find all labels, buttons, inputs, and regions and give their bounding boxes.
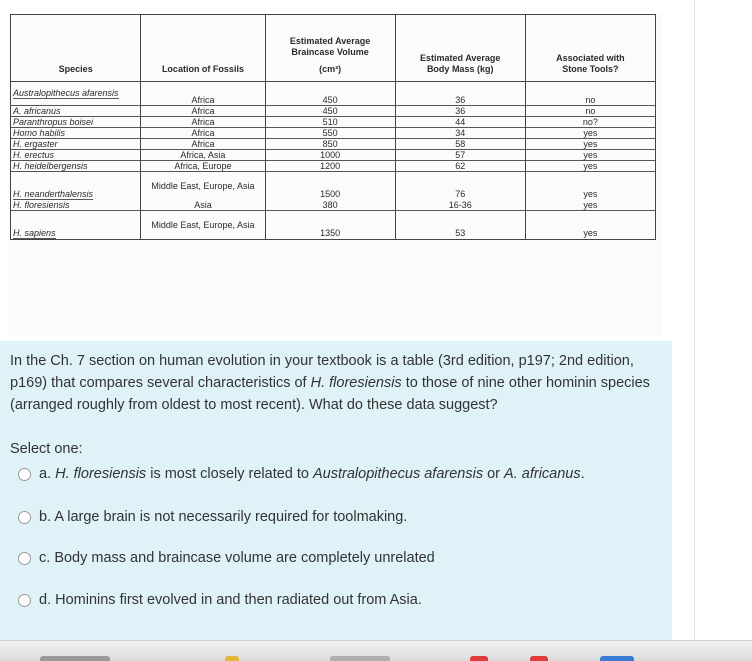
cell-location: Africa — [141, 128, 265, 139]
radio-d[interactable] — [18, 594, 31, 607]
header-tools-line2: Stone Tools? — [562, 64, 619, 74]
option-d[interactable] — [18, 589, 422, 611]
cell-mass: 57 — [395, 150, 525, 161]
cell-species: H. sapiens — [11, 211, 141, 240]
table-row — [11, 139, 656, 150]
question-text: In the Ch. 7 section on human evolution in your textbook is a table (3rd edition, p197; 2nd edition, p169) that compares several characteristics of H. floresiensis to those of nine other hominin species (arranged roughly from oldest to most recent). What do these data suggest? — [10, 353, 650, 413]
cell-mass: 53 — [395, 211, 525, 240]
cell-species: H. heidelbergensis — [11, 161, 141, 172]
cell-mass: 36 — [395, 82, 525, 106]
dock-app-icon[interactable] — [330, 656, 390, 661]
header-braincase — [265, 15, 395, 82]
table-row — [11, 161, 656, 172]
header-species: Species — [11, 15, 141, 82]
cell-tools: no — [525, 106, 655, 117]
radio-a[interactable] — [18, 468, 31, 481]
header-location: Location of Fossils — [141, 15, 265, 82]
cell-location: Africa — [141, 117, 265, 128]
option-b-text: b. A large brain is not necessarily required for toolmaking. — [39, 509, 408, 525]
dock-app-icon[interactable] — [470, 656, 488, 661]
cell-braincase: 1200 — [265, 161, 395, 172]
cell-braincase: 1350 — [265, 211, 395, 240]
option-b[interactable] — [18, 506, 407, 528]
header-stone-tools — [525, 15, 655, 82]
right-gutter — [694, 0, 752, 640]
cell-braincase: 510 — [265, 117, 395, 128]
cell-species: H. ergaster — [11, 139, 141, 150]
question-panel — [0, 341, 672, 640]
cell-species: H. neanderthalensis — [11, 172, 141, 201]
cell-braincase: 450 — [265, 82, 395, 106]
header-mass-line2: Body Mass (kg) — [426, 64, 494, 74]
dock-app-icon[interactable] — [530, 656, 548, 661]
species-comparison-table-image — [8, 14, 662, 336]
table-row — [11, 128, 656, 139]
cell-tools: yes — [525, 161, 655, 172]
dock-app-icon[interactable] — [40, 656, 110, 661]
cell-mass: 76 — [395, 172, 525, 201]
cell-tools: yes — [525, 150, 655, 161]
dock-app-icon[interactable] — [600, 656, 634, 661]
cell-braincase: 850 — [265, 139, 395, 150]
cell-location: Africa, Europe — [141, 161, 265, 172]
cell-location: Africa — [141, 82, 265, 106]
table-row — [11, 172, 656, 201]
cell-braincase: 550 — [265, 128, 395, 139]
cell-tools: yes — [525, 172, 655, 201]
option-a[interactable] — [18, 463, 585, 485]
radio-c[interactable] — [18, 552, 31, 565]
cell-braincase: 450 — [265, 106, 395, 117]
header-braincase-line2: Braincase Volume — [291, 47, 369, 57]
cell-mass: 16-36 — [395, 200, 525, 211]
table-row — [11, 211, 656, 240]
cell-tools: no — [525, 82, 655, 106]
cell-location: Middle East, Europe, Asia — [141, 172, 265, 201]
cell-braincase: 380 — [265, 200, 395, 211]
header-braincase-line1: Estimated Average — [289, 36, 371, 46]
header-braincase-unit: (cm³) — [319, 64, 342, 74]
table-row — [11, 150, 656, 161]
cell-species: Homo habilis — [11, 128, 141, 139]
cell-tools: yes — [525, 211, 655, 240]
table-header-row — [11, 15, 656, 82]
cell-braincase: 1000 — [265, 150, 395, 161]
cell-tools: yes — [525, 128, 655, 139]
cell-mass: 34 — [395, 128, 525, 139]
table-row — [11, 106, 656, 117]
cell-location: Africa, Asia — [141, 150, 265, 161]
cell-location: Asia — [141, 200, 265, 211]
select-one-label: Select one: — [10, 441, 83, 457]
dock-app-icon[interactable] — [225, 656, 239, 661]
cell-species: A. africanus — [11, 106, 141, 117]
cell-species: Australopithecus afarensis — [11, 82, 141, 106]
cell-braincase: 1500 — [265, 172, 395, 201]
cell-mass: 58 — [395, 139, 525, 150]
table-row — [11, 117, 656, 128]
cell-species: Paranthropus boisei — [11, 117, 141, 128]
table-row — [11, 200, 656, 211]
option-d-text: d. Hominins first evolved in and then radiated out from Asia. — [39, 592, 422, 608]
cell-tools: yes — [525, 200, 655, 211]
cell-mass: 44 — [395, 117, 525, 128]
cell-species: H. erectus — [11, 150, 141, 161]
species-comparison-table — [10, 14, 656, 240]
cell-location: Africa — [141, 106, 265, 117]
cell-species: H. floresiensis — [11, 200, 141, 211]
cell-tools: yes — [525, 139, 655, 150]
option-c-text: c. Body mass and braincase volume are completely unrelated — [39, 550, 435, 566]
dock-bar — [0, 640, 752, 661]
header-tools-line1: Associated with — [556, 53, 625, 63]
option-c[interactable] — [18, 547, 435, 569]
cell-tools: no? — [525, 117, 655, 128]
cell-mass: 36 — [395, 106, 525, 117]
cell-location: Middle East, Europe, Asia — [141, 211, 265, 240]
option-a-text: a. H. floresiensis is most closely related to Australopithecus afarensis or A. africanus. — [39, 466, 585, 482]
header-mass-line1: Estimated Average — [420, 53, 501, 63]
header-body-mass — [395, 15, 525, 82]
radio-b[interactable] — [18, 511, 31, 524]
table-row — [11, 82, 656, 106]
cell-location: Africa — [141, 139, 265, 150]
cell-mass: 62 — [395, 161, 525, 172]
